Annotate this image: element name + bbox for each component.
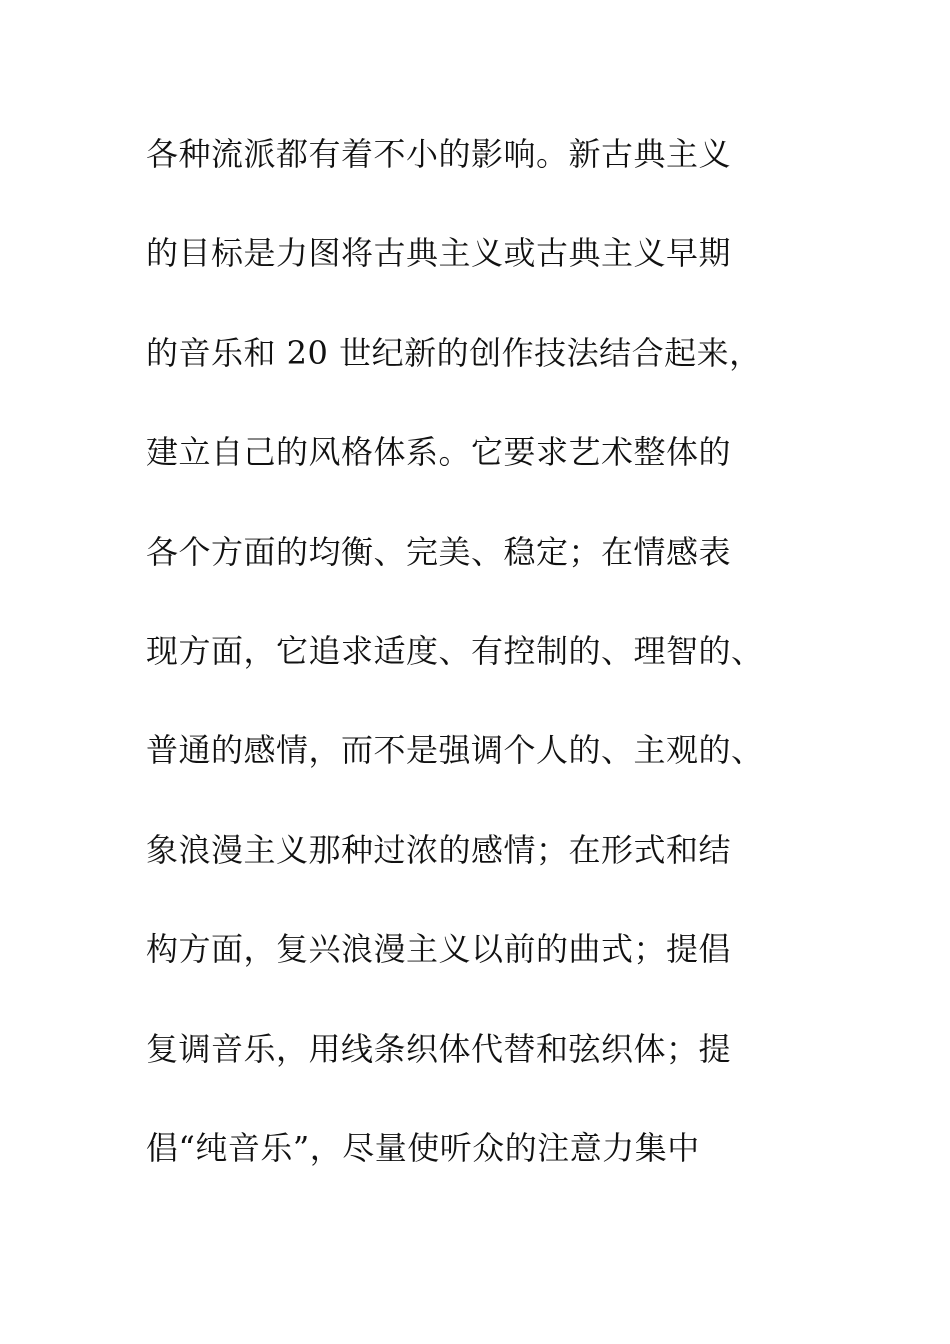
text-line-3: 的音乐和 20 世纪新的创作技法结合起来， xyxy=(146,333,762,372)
text-line-1: 各种流派都有着不小的影响。新古典主义 xyxy=(146,135,732,173)
text-line-10: 复调音乐，用线条织体代替和弦织体；提 xyxy=(146,1029,732,1068)
text-line-11: 倡“纯音乐”，尽量使听众的注意力集中 xyxy=(146,1128,700,1167)
text-line-4: 建立自己的风格体系。它要求艺术整体的 xyxy=(146,433,732,472)
text-line-7: 普通的感情，而不是强调个人的、主观的、 xyxy=(146,731,764,770)
body-text xyxy=(146,124,846,1217)
text-line-9: 构方面，复兴浪漫主义以前的曲式；提倡 xyxy=(146,930,732,969)
text-line-5: 各个方面的均衡、完美、稳定；在情感表 xyxy=(146,532,732,571)
text-line-2: 的目标是力图将古典主义或古典主义早期 xyxy=(146,234,732,273)
text-line-8: 象浪漫主义那种过浓的感情；在形式和结 xyxy=(146,830,732,869)
text-line-6: 现方面，它追求适度、有控制的、理智的、 xyxy=(146,631,764,670)
